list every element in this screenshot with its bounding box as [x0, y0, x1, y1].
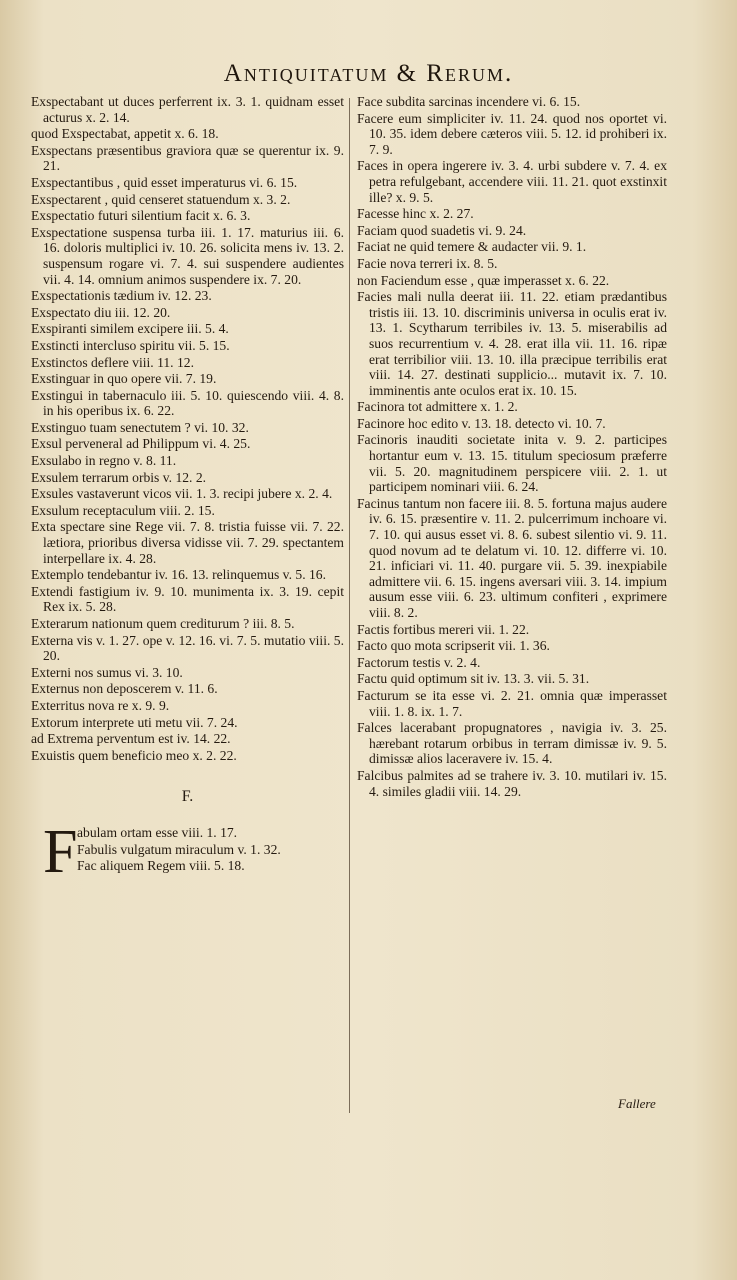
index-entry: Exspectans præsentibus graviora quæ se querentur ix. 9. 21.: [31, 142, 344, 174]
index-entry: Externa vis v. 1. 27. ope v. 12. 16. vi. 7. 5. mutatio viii. 5. 20.: [31, 632, 344, 664]
index-entry: Faces in opera ingerere iv. 3. 4. urbi subdere v. 7. 4. ex petra refulgebant, accendere viii. 11. 21. quot exstinxit ille? x. 9. 5.: [357, 158, 667, 205]
entry-list-f: [31, 825, 344, 874]
index-entry: Facturum se ita esse vi. 2. 21. omnia quæ imperasset viii. 1. 8. ix. 1. 7.: [357, 687, 667, 719]
index-entry: Exta spectare sine Rege vii. 7. 8. tristia fuisse vii. 7. 22. lætiora, prioribus diversa vidisse vii. 7. 29. spectantem interpellare ix. 4. 28.: [31, 519, 344, 566]
index-entry: Exspectato diu iii. 12. 20.: [31, 304, 171, 320]
index-entry: non Faciendum esse , quæ imperasset x. 6. 22.: [357, 272, 610, 288]
index-entry: abulam ortam esse viii. 1. 17.: [77, 824, 238, 840]
index-entry: Facinus tantum non facere iii. 8. 5. fortuna majus audere iv. 6. 15. præsentire v. 11. 2. pulcerrimum inchoare vi. 7. 10. qui ausus esset vi. 8. 6. subest silentio vi. 9. 11. quod novum ad te delatum vi. 10. 12. differre vi. 10. 21. inficiari vi. 11. 40. purgare vii. 5. 39. inexpiabile admittere vii. 6. 15. ingens aversari viii. 3. 14. impium ausum esse viii. 6. 23. ultimum confiteri , exprimere viii. 8. 2.: [357, 495, 667, 620]
index-entry: Faciam quod suadetis vi. 9. 24.: [357, 222, 527, 238]
index-entry: Exspectantibus , quid esset imperaturus vi. 6. 15.: [31, 174, 298, 190]
index-entry: Extemplo tendebantur iv. 16. 13. relinquemus v. 5. 16.: [31, 567, 326, 583]
index-entry: Exsulum receptaculum viii. 2. 15.: [31, 502, 215, 518]
index-entry: Exspectatione suspensa turba iii. 1. 17. maturius iii. 6. 16. doloris multiplici iv. 10. 26. solicita mens iv. 13. 2. suspensum rogare vi. 7. 4. sui suspendere audientes vii. 4. 14. omnium animos suspendere ix. 7. 20.: [31, 224, 344, 287]
index-entry: Fac aliquem Regem viii. 5. 18.: [77, 858, 245, 874]
entry-list-left: [31, 94, 344, 763]
index-entry: Exspiranti similem excipere iii. 5. 4.: [31, 321, 229, 337]
index-entry: Extorum interprete uti metu vii. 7. 24.: [31, 714, 238, 730]
index-entry: Factu quid optimum sit iv. 13. 3. vii. 5. 31.: [357, 671, 590, 687]
index-entry: ad Extrema perventum est iv. 14. 22.: [31, 731, 231, 747]
index-entry: Exsules vastaverunt vicos vii. 1. 3. recipi jubere x. 2. 4.: [31, 486, 333, 502]
index-entry: Exspectarent , quid censeret statuendum x. 3. 2.: [31, 191, 291, 207]
index-entry: Facinore hoc edito v. 13. 18. detecto vi. 10. 7.: [357, 415, 606, 431]
section-f-block: [31, 817, 344, 886]
index-column-left: [31, 94, 344, 886]
index-entry: Exstinguar in quo opere vii. 7. 19.: [31, 371, 217, 387]
index-entry: Exstingui in tabernaculo iii. 5. 10. quiescendo viii. 4. 8. in his operibus ix. 6. 22.: [31, 387, 344, 419]
index-entry: Facies mali nulla deerat iii. 11. 22. etiam prædantibus tristis iii. 13. 10. discriminis universa in oculis erat iv. 13. 1. Scytharum terribiles iv. 13. 5. miserabilis ad suos recurrentium v. 4. 28. erat illa vii. 11. 16. ripæ erat terribilior viii. 13. 10. illa præcipue terribilis erat viii. 14. 27. destinati supplicio... mutavit ix. 7. 10. imminentis ante oculos erat ix. 10. 15.: [357, 289, 667, 398]
index-entry: Exsul perveneral ad Philippum vi. 4. 25.: [31, 436, 251, 452]
index-entry: Exspectatio futuri silentium facit x. 6. 3.: [31, 208, 251, 224]
index-entry: Exterarum nationum quem crediturum ? iii. 8. 5.: [31, 616, 295, 631]
index-entry: Exsulabo in regno v. 8. 11.: [31, 453, 177, 469]
index-entry: quod Exspectabat, appetit x. 6. 18.: [31, 126, 219, 142]
catchword: Fallere: [618, 1096, 656, 1111]
index-entry: Fabulis vulgatum miraculum v. 1. 32.: [77, 841, 281, 857]
index-entry: Exsulem terrarum orbis v. 12. 2.: [31, 469, 207, 485]
index-entry: Facto quo mota scripserit vii. 1. 36.: [357, 638, 550, 654]
index-entry: Exstinguo tuam senectutem ? vi. 10. 32.: [31, 419, 249, 435]
entry-list-right: [357, 94, 667, 799]
index-entry: Exspectationis tædium iv. 12. 23.: [31, 288, 212, 304]
index-entry: Facere eum simpliciter iv. 11. 24. quod nos oportet vi. 10. 35. idem debere cæteros viii. 5. 12. id prohiberi ix. 7. 9.: [357, 110, 667, 157]
index-entry: Falces lacerabant propugnatores , navigia iv. 3. 25. hærebant rotarum orbibus in terram dimissæ iv. 9. 5. dimissæ alios laceravere iv. 15. 4.: [357, 720, 667, 767]
index-entry: Facinoris inauditi societate inita v. 9. 2. participes hortantur eum v. 13. 15. titulum speciosum præferre vii. 5. 20. magnitudinem perspicere viii. 2. 1. ut participem nominari viii. 6. 24.: [357, 432, 667, 495]
running-head: Antiquitatum & Rerum.: [223, 60, 514, 87]
index-entry: Facesse hinc x. 2. 27.: [357, 206, 474, 222]
index-entry: Exstincti intercluso spiritu vii. 5. 15.: [31, 337, 230, 353]
section-letter: F.: [181, 788, 194, 806]
index-entry: Facie nova terreri ix. 8. 5.: [357, 255, 498, 271]
index-entry: Exuistis quem beneficio meo x. 2. 22.: [31, 747, 237, 763]
index-entry: Externus non deposcerem v. 11. 6.: [31, 681, 218, 697]
index-entry: Facinora tot admittere x. 1. 2.: [357, 399, 518, 415]
index-entry: Exspectabant ut duces perferrent ix. 3. 1. quidnam esset acturus x. 2. 14.: [31, 94, 344, 125]
column-divider: [349, 98, 350, 1113]
index-entry: Factorum testis v. 2. 4.: [357, 654, 481, 670]
index-column-right: [357, 94, 667, 800]
index-entry: Exstinctos deflere viii. 11. 12.: [31, 354, 194, 370]
index-entry: Falcibus palmites ad se trahere iv. 3. 10. mutilari iv. 15. 4. similes gladii viii. 14. 29.: [357, 767, 667, 799]
index-entry: Exterritus nova re x. 9. 9.: [31, 697, 170, 713]
index-entry: Faciat ne quid temere & audacter vii. 9. 1.: [357, 239, 587, 255]
index-entry: Face subdita sarcinas incendere vi. 6. 15.: [357, 94, 581, 109]
index-entry: Externi nos sumus vi. 3. 10.: [31, 664, 183, 680]
index-entry: Factis fortibus mereri vii. 1. 22.: [357, 621, 530, 637]
index-entry: Extendi fastigium iv. 9. 10. munimenta ix. 3. 19. cepit Rex ix. 5. 28.: [31, 583, 344, 615]
drop-cap: F: [43, 817, 78, 886]
